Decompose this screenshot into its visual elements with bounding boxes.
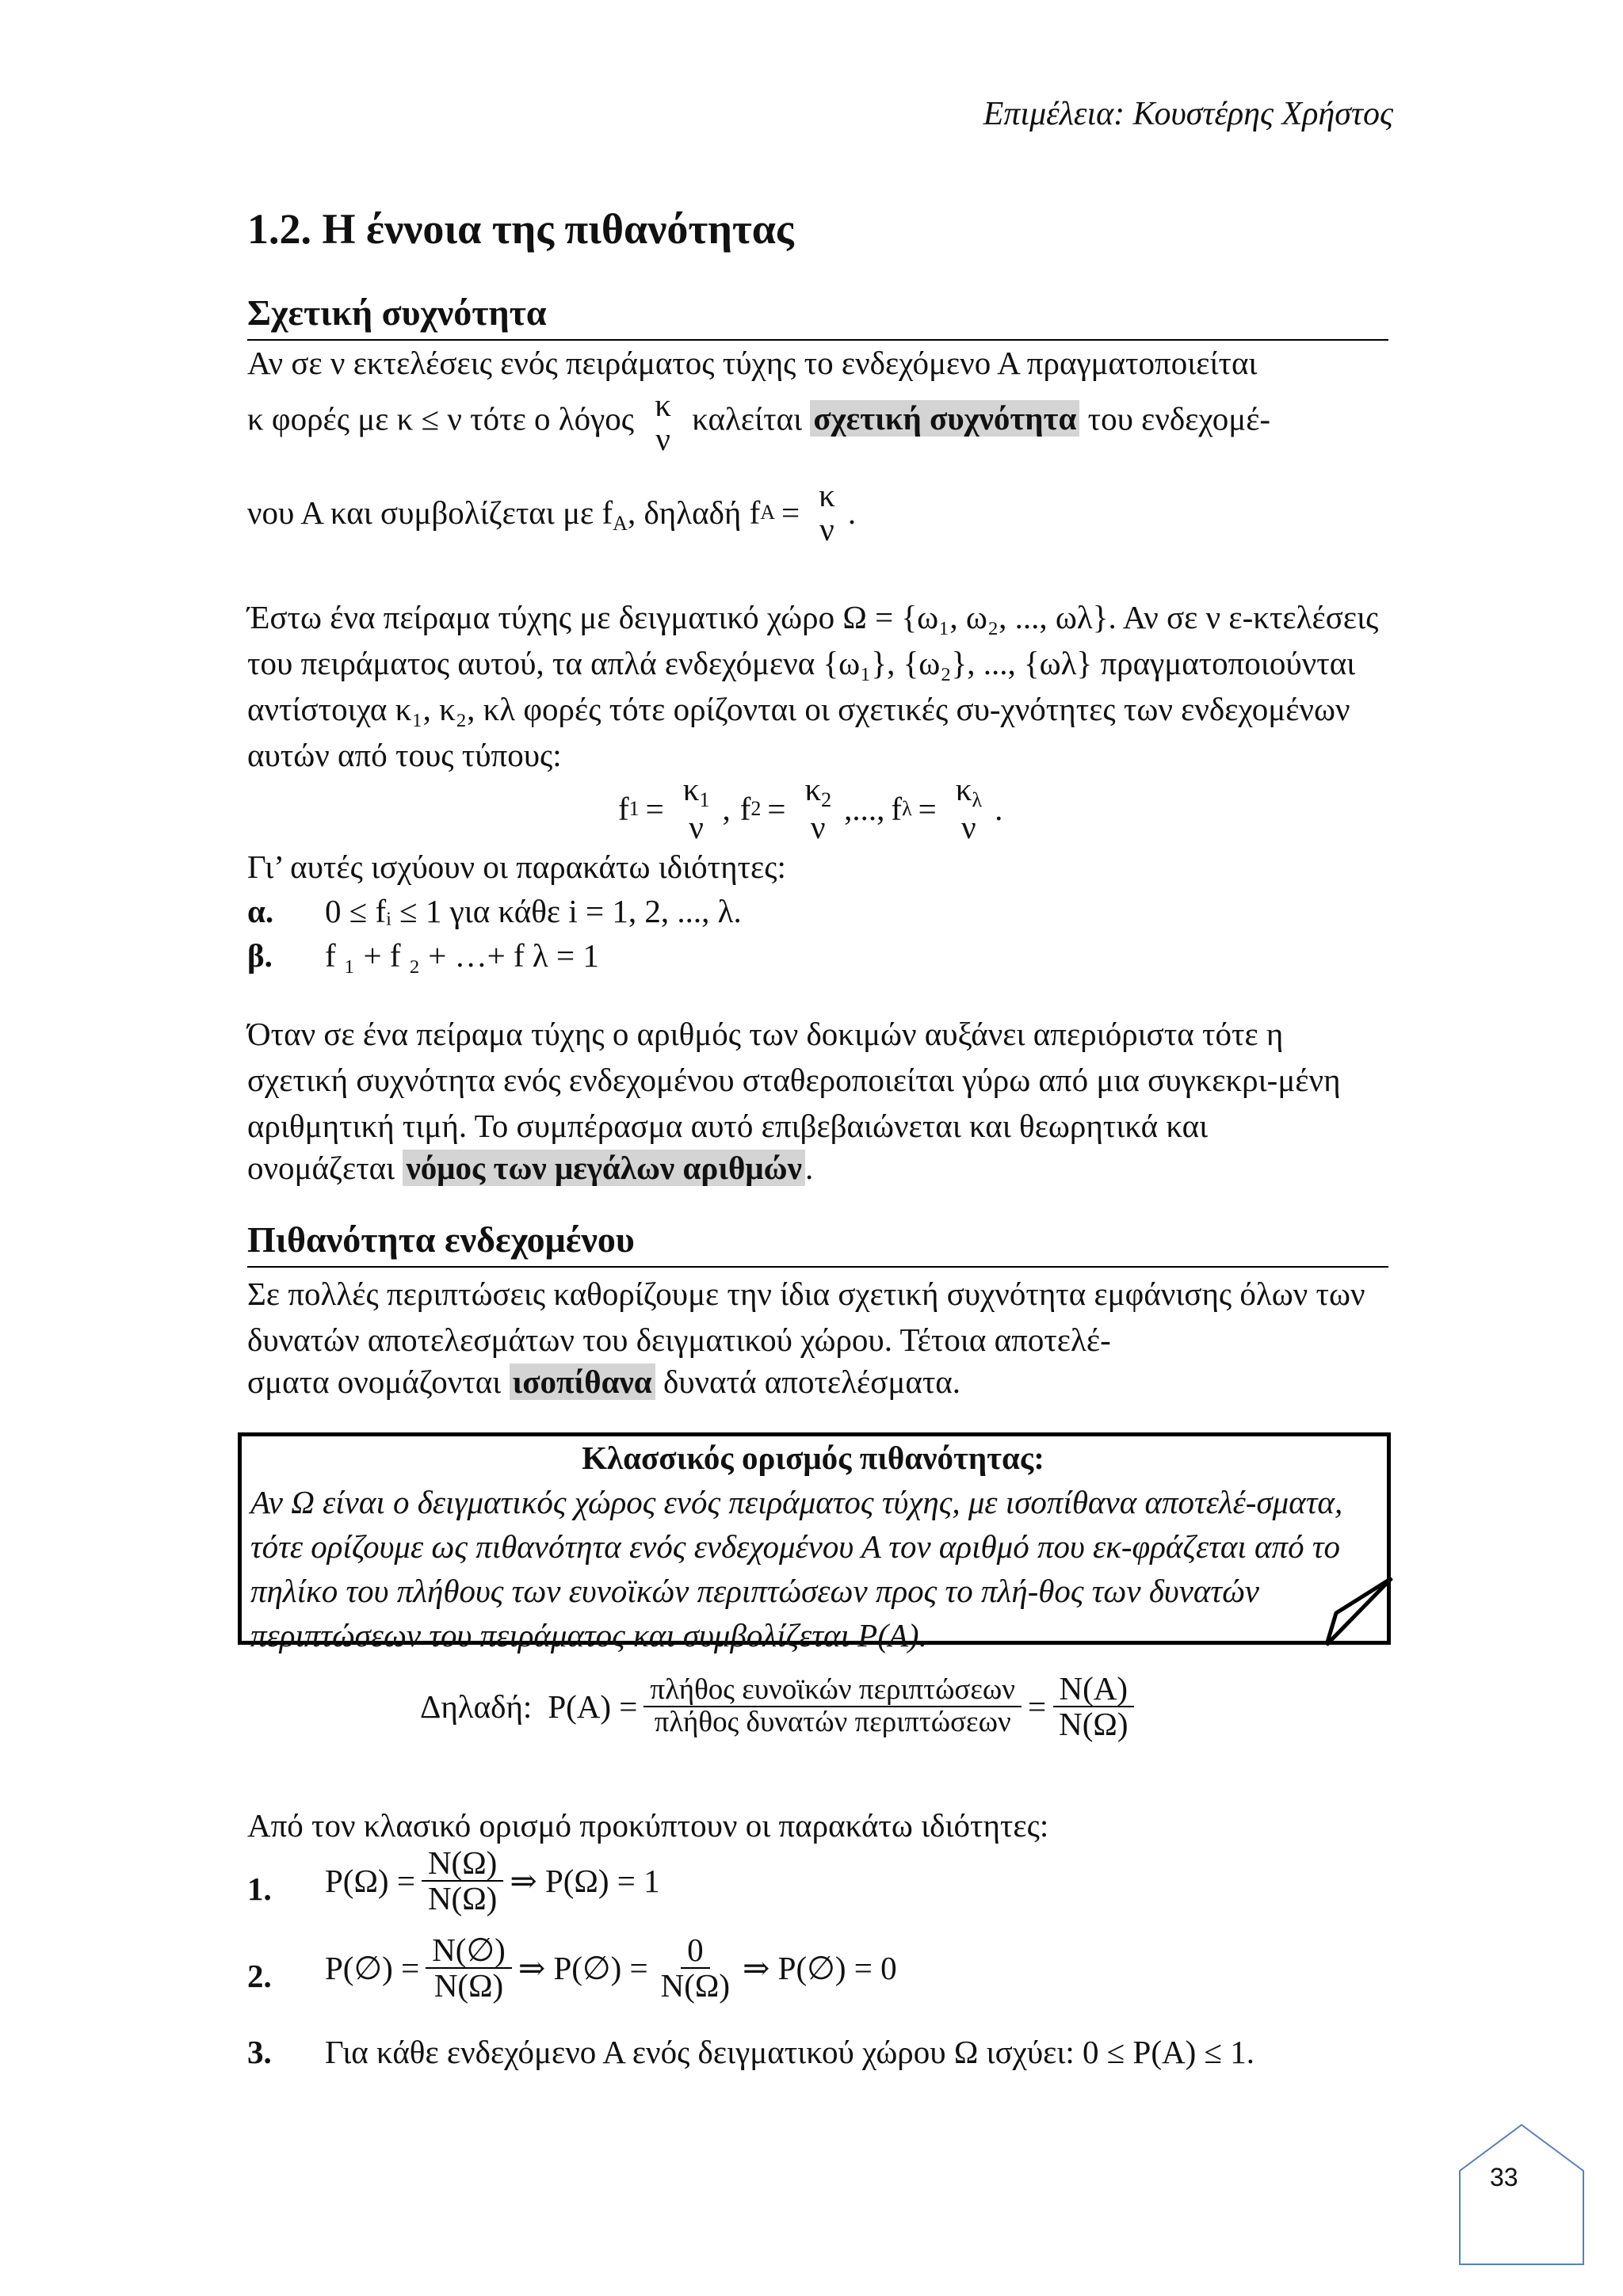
properties-intro: Από τον κλασικό ορισμό προκύπτουν οι παρακάτω ιδιότητες:	[247, 1807, 1049, 1844]
paragraph: Έστω ένα πείραμα τύχης με δειγματικό χώρο Ω = {ω₁, ω₂, ..., ωλ}. Αν σε ν ε-κτελέσεις του πειράματος αυτού, τα απλά ενδεχόμενα {ω₁}, {ω₂}, ..., {ωλ} πραγματοποιούνται αντίστοιχα κ₁, κ₂, κλ φορές τότε ορίζονται οι σχετικές συ-χνότητες των ενδεχομένων αυτών από τους τύπους:	[247, 599, 1379, 773]
property-text: 0 ≤ fᵢ ≤ 1 για κάθε i = 1, 2, ..., λ.	[325, 893, 742, 929]
property-label: 3.	[247, 2034, 272, 2070]
ratio-fraction: κ ν	[655, 387, 671, 458]
page-number-badge-icon	[1442, 2123, 1585, 2266]
properties-intro: Γι’ αυτές ισχύουν οι παρακάτω ιδιότητες:	[247, 849, 786, 885]
definition-title: Κλασσικός ορισμός πιθανότητας:	[582, 1440, 1044, 1476]
page-number: 33	[1490, 2163, 1518, 2191]
section-title: 1.2. Η έννοια της πιθανότητας	[247, 205, 794, 253]
property-label: 1.	[247, 1871, 272, 1907]
definition-line: κ φορές με κ ≤ ν τότε ο λόγος κ ν καλείται σχετική συχνότητα του ενδεχομέ-	[247, 387, 1271, 458]
heading-underline	[247, 339, 1388, 341]
paragraph-line: σματα ονομάζονται ισοπίθανα δυνατά αποτελέσματα.	[247, 1363, 961, 1400]
definition-line: νου Α και συμβολίζεται με $f_A$, δηλαδή f Α = κ ν .	[247, 477, 857, 548]
property-text: Για κάθε ενδεχόμενο Α ενός δειγματικού χώρου Ω ισχύει: 0 ≤ P(A) ≤ 1.	[325, 2034, 1255, 2070]
highlight-term: ισοπίθανα	[510, 1363, 655, 1400]
relative-frequency-formulas: f 1 = $\kappa_1$ ν , f 2 = $\kappa_2$ ν ,..., f λ = $\kappa_\lambda$ ν .	[618, 771, 1003, 846]
paragraph-line: Αν σε ν εκτελέσεις ενός πειράματος τύχης το ενδεχόμενο Α πραγματοποιείται	[247, 345, 1258, 381]
paragraph: Όταν σε ένα πείραμα τύχης ο αριθμός των δοκιμών αυξάνει απεριόριστα τότε η σχετική συχνότητα ενός ενδεχομένου σταθεροποιείται γύρω από μια συγκεκρι-μένη αριθμητική τιμή. Το συμπέρασμα αυτό επιβεβαιώνεται και θεωρητικά και	[247, 1016, 1341, 1144]
property-formula: P(Ω) = $\frac{N(\Omega)}{N(\Omega)}$ ⇒ P(Ω) = 1	[325, 1844, 660, 1917]
highlight-term: σχετική συχνότητα	[810, 400, 1079, 437]
paragraph: Σε πολλές περιπτώσεις καθορίζουμε την ίδια σχετική συχνότητα εμφάνισης όλων των δυνατών αποτελεσμάτων του δειγματικού χώρου. Τέτοια αποτελέ-	[247, 1276, 1365, 1358]
definition-box-content	[250, 1436, 1376, 1657]
property-label: 2.	[247, 1958, 272, 1994]
subsection-heading-relative-frequency: Σχετική συχνότητα	[247, 292, 547, 333]
property-formula: P(∅) = $\frac{N(\emptyset)}{N(\Omega)}$ ⇒ P(∅) = $\frac{0}{N(\Omega)}$ ⇒ P(∅) = 0	[325, 1932, 897, 2004]
definition-body: Αν Ω είναι ο δειγματικός χώρος ενός πειράματος τύχης, με ισοπίθανα αποτελέ-σματα, τότε ορίζουμε ως πιθανότητα ενός ενδεχομένου Α τον αριθμό που εκ-φράζεται από το πηλίκο του πλήθους των ευνοϊκών περιπτώσεων προς το πλή-θος των δυνατών περιπτώσεων του πειράματος και συμβολίζεται P(A).	[250, 1484, 1343, 1653]
page-header: Επιμέλεια: Κουστέρης Χρήστος	[983, 96, 1393, 132]
subsection-heading-event-probability: Πιθανότητα ενδεχομένου	[247, 1219, 635, 1260]
paragraph-line: ονομάζεται νόμος των μεγάλων αριθμών.	[247, 1150, 814, 1186]
heading-underline	[247, 1266, 1388, 1268]
highlight-term: νόμος των μεγάλων αριθμών	[403, 1150, 805, 1186]
property-text: f ₁ + f ₂ + …+ f λ = 1	[325, 937, 599, 974]
classical-probability-formula: Δηλαδή: P(A) = $\frac{\text{πλήθος ευνοϊκών περιπτώσεων}}{\text{πλήθος δυνατών περιπτώσεων}}$ = $\frac{N(A)}{N(\Omega)}$	[420, 1672, 1141, 1741]
property-label: α.	[247, 893, 274, 929]
property-label: β.	[247, 937, 273, 974]
relative-frequency-formula: f Α = κ ν .	[749, 477, 857, 548]
